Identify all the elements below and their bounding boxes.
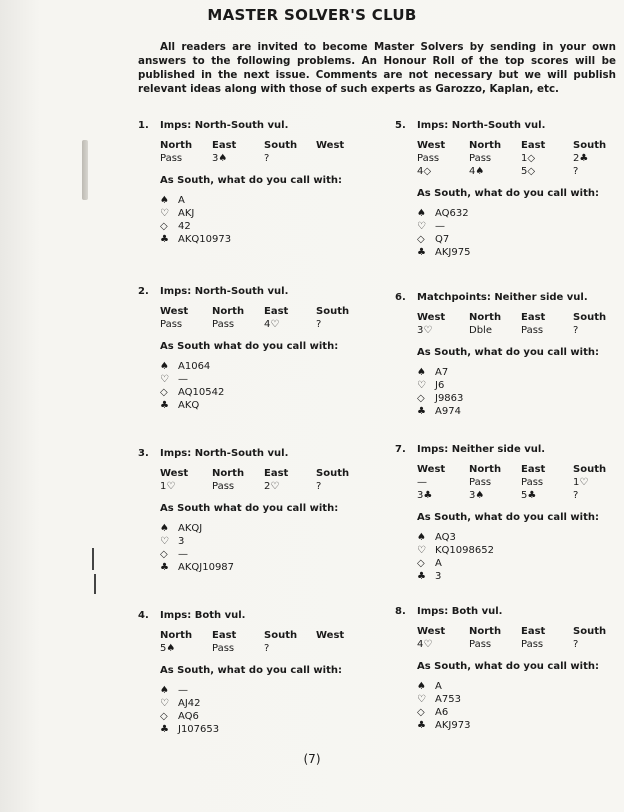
- hearts-holding: [160, 535, 368, 548]
- bidder-label: East: [212, 630, 237, 641]
- diamonds-holding: [160, 548, 368, 561]
- auction-call: ?: [316, 481, 322, 492]
- auction-header-row: [417, 463, 624, 476]
- problem-question: As South, what do you call with:: [417, 661, 599, 672]
- clubs-icon: ♣: [160, 724, 169, 735]
- problem-number: 3.: [138, 448, 149, 459]
- bidder-label: South: [316, 468, 350, 479]
- auction-call-row: [417, 165, 624, 178]
- auction-call: Pass: [469, 153, 492, 164]
- auction-call: 5◇: [521, 166, 536, 177]
- auction-call: Pass: [212, 319, 235, 330]
- bidder-label: North: [212, 306, 245, 317]
- clubs-cards: J107653: [178, 724, 220, 735]
- spades-cards: A: [178, 195, 185, 206]
- spades-cards: —: [178, 685, 188, 696]
- auction-call: 1◇: [521, 153, 536, 164]
- diamonds-icon: ◇: [160, 549, 168, 560]
- hearts-cards: AKJ: [178, 208, 195, 219]
- spades-cards: A1064: [178, 361, 211, 372]
- spades-cards: AQ3: [435, 532, 456, 543]
- auction-header-row: [160, 305, 368, 318]
- spades-icon: ♠: [417, 367, 426, 378]
- bidder-label: South: [573, 140, 607, 151]
- auction-call-row: [160, 152, 368, 165]
- auction-call: Pass: [212, 643, 235, 654]
- diamonds-cards: —: [178, 549, 188, 560]
- hand-holding: [417, 207, 624, 259]
- auction-call: 2♡: [264, 481, 280, 492]
- clubs-cards: AKQ: [178, 400, 200, 411]
- spades-holding: [417, 207, 624, 220]
- problem-conditions: Imps: North-South vul.: [160, 448, 289, 459]
- diamonds-icon: ◇: [160, 387, 168, 398]
- auction-call: Pass: [417, 153, 440, 164]
- hearts-holding: [417, 544, 624, 557]
- spades-icon: ♠: [160, 195, 169, 206]
- clubs-holding: [417, 405, 624, 418]
- clubs-icon: ♣: [160, 234, 169, 245]
- auction-call-row: [160, 318, 368, 331]
- spades-holding: [160, 522, 368, 535]
- hearts-icon: ♡: [417, 380, 426, 391]
- problem-block: [395, 120, 624, 259]
- auction-call: Pass: [469, 639, 492, 650]
- auction-call: 4♠: [469, 166, 485, 177]
- auction-call-row: [160, 480, 368, 493]
- clubs-holding: [160, 723, 368, 736]
- auction-call: [316, 152, 368, 165]
- problem-conditions: Imps: Both vul.: [417, 606, 503, 617]
- hearts-holding: [417, 220, 624, 233]
- bidder-label: West: [417, 464, 446, 475]
- auction-call: —: [417, 477, 427, 488]
- hearts-icon: ♡: [160, 536, 169, 547]
- spades-icon: ♠: [160, 685, 169, 696]
- hearts-icon: ♡: [160, 208, 169, 219]
- bidder-label: South: [316, 306, 350, 317]
- bidder-label: West: [160, 468, 189, 479]
- problem-heading: [395, 444, 624, 455]
- auction-call-row: [417, 476, 624, 489]
- clubs-icon: ♣: [160, 400, 169, 411]
- hearts-holding: [417, 693, 624, 706]
- hand-holding: [417, 531, 624, 583]
- problem-heading: [395, 292, 624, 303]
- problem-number: 6.: [395, 292, 406, 303]
- hearts-holding: [417, 379, 624, 392]
- hearts-cards: J6: [435, 380, 445, 391]
- hearts-cards: AJ42: [178, 698, 201, 709]
- problem-heading: [395, 606, 624, 617]
- problem-question: As South, what do you call with:: [417, 512, 599, 523]
- spades-holding: [160, 194, 368, 207]
- clubs-icon: ♣: [417, 247, 426, 258]
- clubs-icon: ♣: [417, 571, 426, 582]
- problem-block: [138, 610, 368, 736]
- page-title: MASTER SOLVER'S CLUB: [207, 6, 417, 24]
- auction-call: 2♣: [573, 153, 589, 164]
- problem-conditions: Imps: North-South vul.: [160, 286, 289, 297]
- hand-holding: [160, 684, 368, 736]
- bidder-label: West: [417, 626, 446, 637]
- bidder-label: East: [521, 464, 546, 475]
- auction-table: [160, 629, 368, 655]
- auction-call: ?: [573, 166, 579, 177]
- diamonds-icon: ◇: [417, 558, 425, 569]
- clubs-icon: ♣: [160, 562, 169, 573]
- problem-heading: [138, 286, 368, 297]
- staple-mark: [92, 548, 94, 570]
- hearts-cards: 3: [178, 536, 185, 547]
- auction-header-row: [417, 311, 624, 324]
- auction-call: ?: [316, 319, 322, 330]
- auction-header-row: [160, 467, 368, 480]
- problem-block: [138, 120, 368, 246]
- diamonds-cards: AQ10542: [178, 387, 225, 398]
- bidder-label: North: [160, 140, 193, 151]
- clubs-icon: ♣: [417, 406, 426, 417]
- hand-holding: [160, 522, 368, 574]
- bidder-label: North: [469, 464, 502, 475]
- auction-call: 4♡: [417, 639, 433, 650]
- problem-heading: [138, 610, 368, 621]
- auction-call: 3♠: [212, 153, 228, 164]
- auction-call: Dble: [469, 325, 492, 336]
- bidder-label: South: [573, 626, 607, 637]
- spades-icon: ♠: [160, 361, 169, 372]
- auction-table: [160, 139, 368, 165]
- diamonds-holding: [160, 386, 368, 399]
- problem-block: [395, 606, 624, 732]
- auction-call: ?: [573, 490, 579, 501]
- auction-header-row: [417, 625, 624, 638]
- clubs-icon: ♣: [417, 720, 426, 731]
- bidder-label: South: [264, 630, 298, 641]
- diamonds-icon: ◇: [160, 711, 168, 722]
- diamonds-cards: A6: [435, 707, 449, 718]
- auction-call: 5♠: [160, 643, 176, 654]
- auction-header-row: [160, 629, 368, 642]
- hand-holding: [417, 366, 624, 418]
- spades-cards: A: [435, 681, 442, 692]
- problem-number: 4.: [138, 610, 149, 621]
- auction-call: ?: [264, 643, 270, 654]
- bidder-label: North: [469, 312, 502, 323]
- auction-call: Pass: [521, 477, 544, 488]
- problem-question: As South, what do you call with:: [160, 665, 342, 676]
- clubs-cards: AKJ973: [435, 720, 471, 731]
- hearts-icon: ♡: [417, 545, 426, 556]
- clubs-cards: 3: [435, 571, 442, 582]
- diamonds-holding: [417, 233, 624, 246]
- bidder-label: West: [417, 140, 446, 151]
- diamonds-holding: [160, 220, 368, 233]
- auction-call: Pass: [160, 153, 183, 164]
- hearts-holding: [160, 207, 368, 220]
- auction-call: [316, 642, 368, 655]
- clubs-holding: [160, 561, 368, 574]
- auction-call: Pass: [521, 639, 544, 650]
- clubs-holding: [417, 719, 624, 732]
- problem-number: 7.: [395, 444, 406, 455]
- auction-call: 3♣: [417, 490, 433, 501]
- hand-holding: [160, 360, 368, 412]
- bidder-label: South: [573, 464, 607, 475]
- auction-table: [417, 625, 624, 651]
- auction-call: 5♣: [521, 490, 537, 501]
- spades-holding: [417, 680, 624, 693]
- auction-table: [160, 467, 368, 493]
- hearts-holding: [160, 697, 368, 710]
- clubs-cards: AKQ10973: [178, 234, 232, 245]
- problem-conditions: Imps: Neither side vul.: [417, 444, 546, 455]
- problem-question: As South what do you call with:: [160, 503, 339, 514]
- auction-call-row: [417, 638, 624, 651]
- auction-call: 3♠: [469, 490, 485, 501]
- clubs-holding: [160, 233, 368, 246]
- clubs-cards: A974: [435, 406, 461, 417]
- spades-cards: AKQJ: [178, 523, 203, 534]
- diamonds-holding: [417, 706, 624, 719]
- problem-conditions: Imps: North-South vul.: [160, 120, 289, 131]
- auction-header-row: [417, 139, 624, 152]
- hearts-icon: ♡: [417, 221, 426, 232]
- bidder-label: East: [521, 312, 546, 323]
- hand-holding: [160, 194, 368, 246]
- problem-question: As South, what do you call with:: [160, 175, 342, 186]
- bidder-label: North: [469, 626, 502, 637]
- auction-call-row: [417, 152, 624, 165]
- auction-call-row: [417, 489, 624, 502]
- auction-call: Pass: [469, 477, 492, 488]
- bidder-label: West: [160, 306, 189, 317]
- auction-call: ?: [573, 639, 579, 650]
- problem-conditions: Imps: Both vul.: [160, 610, 246, 621]
- problem-number: 5.: [395, 120, 406, 131]
- auction-call: Pass: [160, 319, 183, 330]
- problem-question: As South, what do you call with:: [417, 188, 599, 199]
- auction-call: 4◇: [417, 166, 432, 177]
- clubs-holding: [417, 246, 624, 259]
- bidder-label: East: [521, 626, 546, 637]
- page-number: (7): [303, 752, 321, 766]
- auction-call: 3♡: [417, 325, 433, 336]
- spades-holding: [160, 684, 368, 697]
- auction-table: [160, 305, 368, 331]
- spades-icon: ♠: [417, 532, 426, 543]
- hearts-icon: ♡: [160, 698, 169, 709]
- problem-block: [138, 286, 368, 412]
- hearts-cards: —: [178, 374, 188, 385]
- problem-question: As South what do you call with:: [160, 341, 339, 352]
- spades-icon: ♠: [417, 681, 426, 692]
- clubs-holding: [417, 570, 624, 583]
- diamonds-icon: ◇: [417, 234, 425, 245]
- spades-icon: ♠: [417, 208, 426, 219]
- problem-number: 1.: [138, 120, 149, 131]
- problem-question: As South, what do you call with:: [417, 347, 599, 358]
- bidder-label: North: [212, 468, 245, 479]
- spades-holding: [160, 360, 368, 373]
- bidder-label: East: [264, 306, 289, 317]
- clubs-cards: AKJ975: [435, 247, 471, 258]
- spades-cards: AQ632: [435, 208, 469, 219]
- auction-call: Pass: [212, 481, 235, 492]
- spades-cards: A7: [435, 367, 449, 378]
- hearts-cards: KQ1098652: [435, 545, 494, 556]
- bidder-label: East: [212, 140, 237, 151]
- staple-mark: [94, 574, 96, 594]
- bidder-label: South: [264, 140, 298, 151]
- bidder-label: South: [573, 312, 607, 323]
- auction-call: 1♡: [573, 477, 589, 488]
- problem-conditions: Imps: North-South vul.: [417, 120, 546, 131]
- auction-table: [417, 463, 624, 502]
- problem-number: 2.: [138, 286, 149, 297]
- hearts-holding: [160, 373, 368, 386]
- auction-call-row: [417, 324, 624, 337]
- intro-text: All readers are invited to become Master Solvers by sending in your own answers to the following problems. An Honour Roll of the top scores will be published in the next issue. Comments are not necessary but we will publish relevant ideas along with those of such experts as Garozzo, Kaplan, etc.: [138, 41, 616, 95]
- bidder-label: North: [469, 140, 502, 151]
- spades-icon: ♠: [160, 523, 169, 534]
- clubs-holding: [160, 399, 368, 412]
- auction-call: ?: [264, 153, 270, 164]
- bidder-label: West: [316, 140, 345, 151]
- problem-conditions: Matchpoints: Neither side vul.: [417, 292, 588, 303]
- problem-heading: [138, 120, 368, 131]
- diamonds-icon: ◇: [160, 221, 168, 232]
- hearts-cards: A753: [435, 694, 461, 705]
- diamonds-holding: [417, 557, 624, 570]
- auction-call: Pass: [521, 325, 544, 336]
- bidder-label: West: [417, 312, 446, 323]
- diamonds-icon: ◇: [417, 707, 425, 718]
- diamonds-icon: ◇: [417, 393, 425, 404]
- problem-block: [138, 448, 368, 574]
- diamonds-cards: AQ6: [178, 711, 199, 722]
- binding-edge: [82, 140, 88, 200]
- problem-block: [395, 292, 624, 418]
- problem-heading: [395, 120, 624, 131]
- problem-block: [395, 444, 624, 583]
- auction-call: 1♡: [160, 481, 176, 492]
- diamonds-cards: J9863: [435, 393, 464, 404]
- diamonds-holding: [417, 392, 624, 405]
- spades-holding: [417, 531, 624, 544]
- clubs-cards: AKQJ10987: [178, 562, 235, 573]
- auction-table: [417, 139, 624, 178]
- auction-table: [417, 311, 624, 337]
- hand-holding: [417, 680, 624, 732]
- problem-heading: [138, 448, 368, 459]
- auction-call-row: [160, 642, 368, 655]
- bidder-label: East: [264, 468, 289, 479]
- bidder-label: West: [316, 630, 345, 641]
- diamonds-cards: 42: [178, 221, 191, 232]
- diamonds-cards: Q7: [435, 234, 450, 245]
- auction-header-row: [160, 139, 368, 152]
- intro-paragraph: [138, 40, 616, 96]
- spades-holding: [417, 366, 624, 379]
- auction-call: ?: [573, 325, 579, 336]
- hearts-cards: —: [435, 221, 445, 232]
- hearts-icon: ♡: [160, 374, 169, 385]
- bidder-label: North: [160, 630, 193, 641]
- hearts-icon: ♡: [417, 694, 426, 705]
- diamonds-cards: A: [435, 558, 442, 569]
- diamonds-holding: [160, 710, 368, 723]
- auction-call: 4♡: [264, 319, 280, 330]
- bidder-label: East: [521, 140, 546, 151]
- problem-number: 8.: [395, 606, 406, 617]
